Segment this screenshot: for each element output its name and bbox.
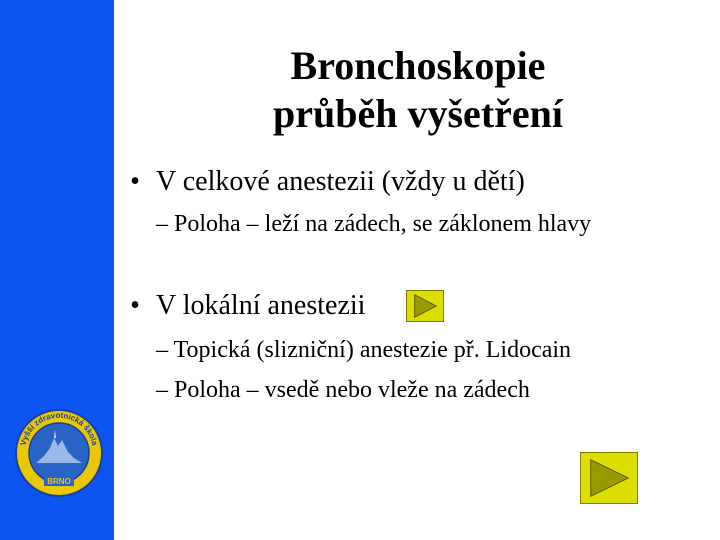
bullet-text: V celkové anestezii (vždy u dětí) [156,166,525,197]
play-triangle-icon [581,453,637,503]
sub-bullet-item: – Topická (slizniční) anestezie př. Lidocain [156,337,572,363]
bullet-text: V lokální anestezii [156,290,366,321]
bullet-dot: • [130,166,140,197]
school-logo [14,408,104,498]
sub-bullet-item: – Poloha – leží na zádech, se záklonem hlavy [156,211,592,237]
sub-bullet-item: – Poloha – vsedě nebo vleže na zádech [156,377,530,403]
bullet-item [114,290,365,322]
logo-center-text: BRNO [47,477,71,486]
play-triangle-icon [407,291,443,321]
title-line-1: Bronchoskopie [290,43,546,88]
play-button-inline[interactable] [406,290,444,322]
play-button-corner[interactable] [580,452,638,504]
slide-title [180,42,656,138]
logo-ring-text: Vyšší zdravotnická škola [18,410,100,447]
bullet-dot: • [130,290,140,321]
title-line-2: průběh vyšetření [273,91,563,136]
bullet-item [114,166,525,198]
